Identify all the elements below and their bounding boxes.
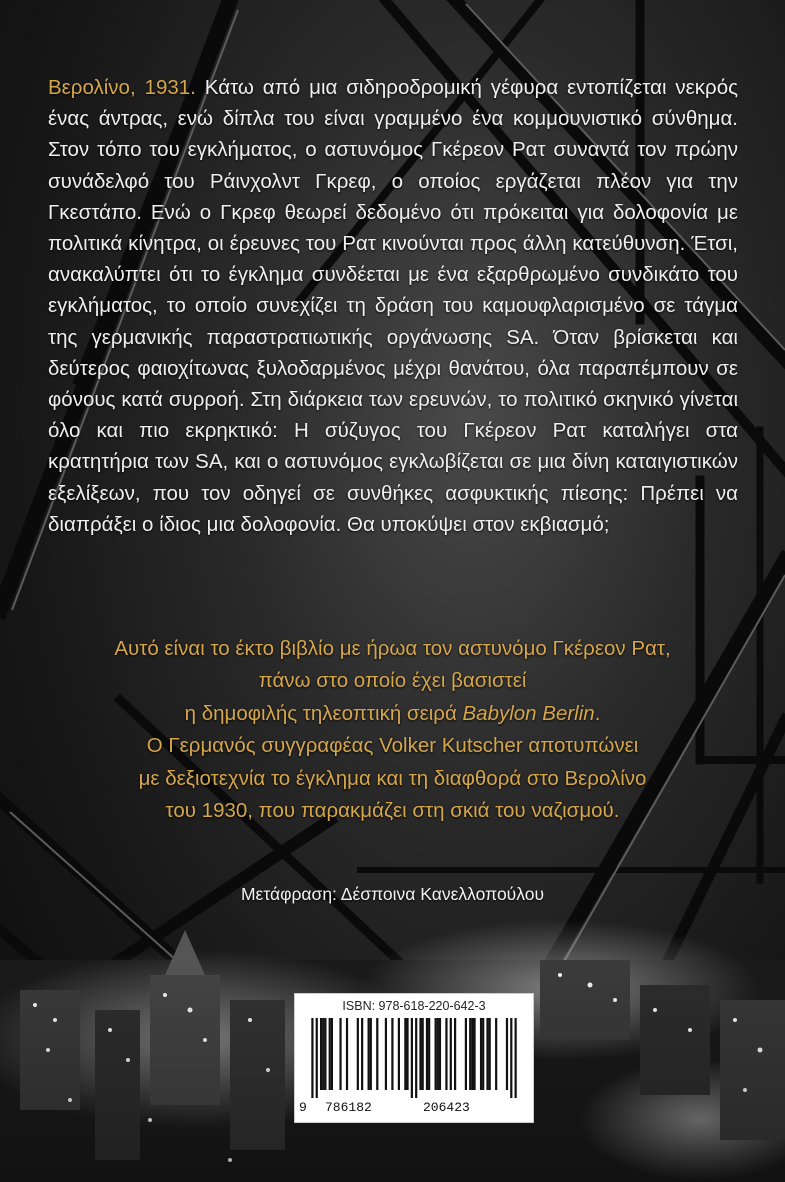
barcode-bar [385,1018,387,1090]
barcode-bar [422,1018,424,1090]
promo-line-3-text: η δημοφιλής τηλεοπτική σειρά [184,701,463,725]
barcode-bar [469,1018,471,1090]
promo-line-4: Ο Γερμανός συγγραφέας Volker Kutscher αποτυπώνει [146,734,639,758]
promo-line-5: με δεξιοτεχνία το έγκλημα και τη διαφθορά στο Βερολίνο [138,766,647,790]
barcode-bar [411,1018,413,1098]
barcode-bar [489,1018,491,1090]
barcode-bar [482,1018,484,1090]
barcode-bar [473,1018,475,1090]
barcode-bar [322,1018,324,1090]
barcode-bar [339,1018,341,1090]
barcode-bar [324,1018,326,1090]
barcode-digits-left: 786182 [325,1100,372,1115]
barcode-bar [376,1018,378,1090]
barcode-bar [465,1018,467,1090]
barcode-bar [426,1018,428,1090]
barcode-bar [357,1018,359,1090]
barcode-digit-first: 9 [299,1100,307,1115]
translator-credit: Μετάφραση: Δέσποινα Κανελλοπούλου [240,884,545,904]
barcode-bar [331,1018,333,1090]
barcode-bar [329,1018,331,1090]
barcode-digits [295,1100,533,1118]
promo-line-3-end: . [594,701,601,725]
barcode-bar [480,1018,482,1090]
barcode-bar [445,1018,447,1090]
synopsis-body: Κάτω από μια σιδηροδρομική γέφυρα εντοπίζεται νεκρός ένας άντρας, ενώ δίπλα του είναι γραμμένο ένα κομμουνιστικό σύνθημα. Στον τόπο του εγκλήματος, ο αστυνόμος Γκέρεον Ρατ συναντά τον πρώην συνάδελφό του Ράινχολντ Γκρεφ, ο οποίος εργάζεται πλέον για την Γκεστάπο. Ενώ ο Γκρεφ θεωρεί δεδομένο ότι πρόκειται για δολοφονία με πολιτικά κίνητρα, οι έρευνες του Ρατ κινούνται προς άλλη κατεύθυνση. Έτσι, ανακαλύπτει ότι το έγκλημα συνδέεται με ένα εξαρθρωμένο συνδικάτο του εγκλήματος, το οποίο συνεχίζει τη δράση του καμουφλαρισμένο σε τάγμα της γερμανικής παραστρατιωτικής οργάνωσης SA. Όταν βρίσκεται και δεύτερος φαιοχίτωνας ξυλοδαρμένος μέχρι θανάτου, όλα παραπέμπουν σε φόνους κατά συρροή. Στη διάρκεια των ερευνών, το πολιτικό σκηνικό γίνεται όλο και πιο εκρηκτικό: Η σύζυγος του Γκέρεον Ρατ καταλήγει στα κρατητήρια των SA, και ο αστυνόμος εγκλωβίζεται σε μια δίνη καταιγιστικών εξελίξεων, που τον οδηγεί σε συνθήκες ασφυκτικής πίεσης: Πρέπει να διαπράξει ο ίδιος μια δολοφονία. Θα υποκύψει στον εκβιασμό; [48,76,739,536]
barcode-bar [406,1018,408,1090]
series-promo [40,633,745,827]
promo-line-6: του 1930, που παρακμάζει στη σκιά του ναζισμού. [165,799,620,823]
barcode-bar [316,1018,318,1098]
promo-line-2: πάνω στο οποίο έχει βασιστεί [258,669,527,693]
barcode-bar [439,1018,441,1090]
series-title: Babylon Berlin [462,701,595,725]
isbn-label: ISBN: 978-618-220-642-3 [342,999,486,1013]
barcode-bar [368,1018,370,1090]
barcode-bar [450,1018,452,1090]
barcode-bar [361,1018,363,1090]
barcode-bar [437,1018,439,1090]
barcode-bar [515,1018,517,1098]
barcode-bar [506,1018,508,1090]
synopsis-lead: Βερολίνο, 1931. [48,76,196,99]
barcode-bar [486,1018,488,1090]
barcode-bar [454,1018,456,1090]
barcode-bar [346,1018,348,1090]
barcode-bar [471,1018,473,1090]
promo-line-1: Αυτό είναι το έκτο βιβλίο με ήρωα τον αστυνόμο Γκέρεον Ρατ, [114,637,671,660]
barcode-bar [419,1018,421,1090]
barcode-bar [415,1018,417,1098]
barcode-bar [510,1018,512,1098]
barcode-digits-right: 206423 [423,1100,470,1115]
barcode-bars [307,1018,521,1098]
barcode-bar [398,1018,400,1090]
barcode-bar [370,1018,372,1090]
barcode-bar [495,1018,497,1090]
barcode-bar [435,1018,437,1090]
synopsis-text [48,72,738,540]
barcode-bar [428,1018,430,1090]
promo-line-3 [40,698,745,730]
isbn-barcode [295,994,533,1122]
barcode-bar [404,1018,406,1090]
barcode-bar [391,1018,393,1090]
barcode-bar [311,1018,313,1098]
barcode-bar [320,1018,322,1090]
